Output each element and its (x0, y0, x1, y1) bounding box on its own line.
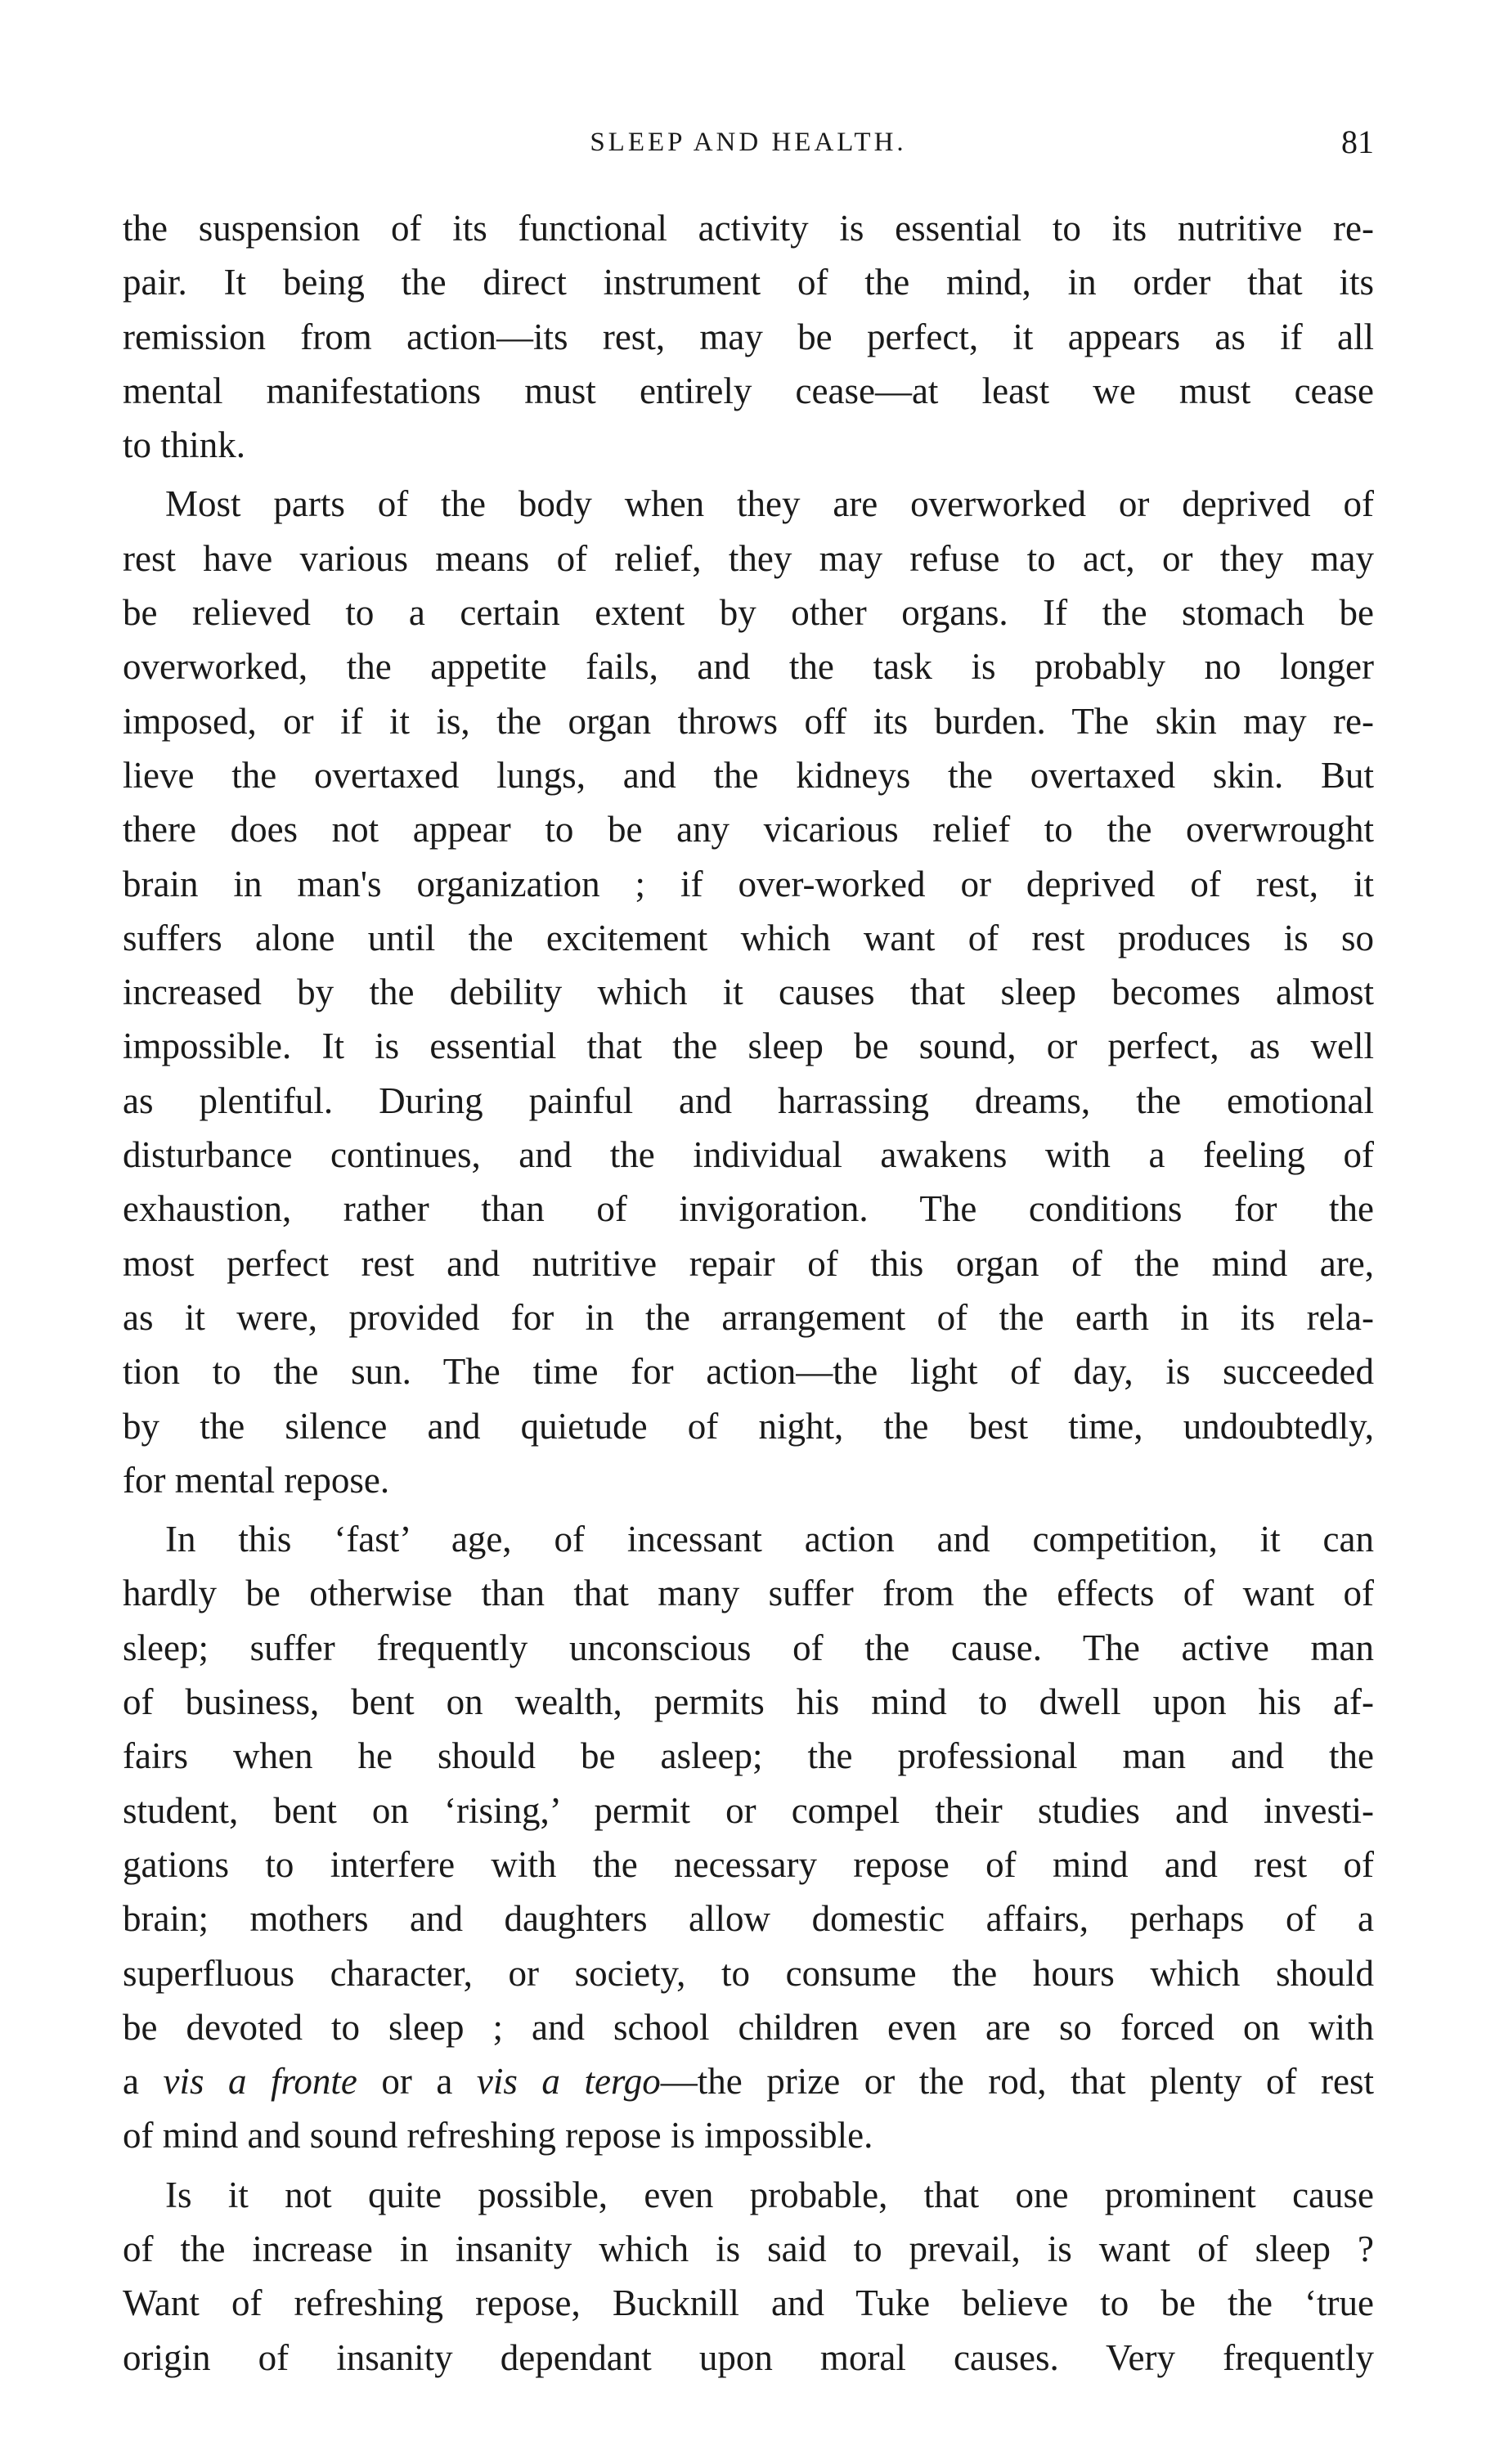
text-line: be devoted to sleep ; and school children even are so forced on with (123, 2006, 1374, 2048)
text-line: tion to the sun. The time for action—the light of day, is succeeded (123, 1351, 1374, 1393)
text-line: Is it not quite possible, even probable, that one prominent cause (165, 2174, 1374, 2215)
text-line: suffers alone until the excitement which want of rest produces is so (123, 917, 1374, 958)
text-line: increased by the debility which it causes that sleep becomes almost (123, 972, 1374, 1013)
text-line: overworked, the appetite fails, and the task is probably no longer (123, 646, 1374, 688)
text-line: hardly be otherwise than that many suffer from the effects of want of (123, 1573, 1374, 1614)
paragraph-1 (123, 201, 1374, 472)
text-line: superfluous character, or society, to consume the hours which should (123, 1952, 1374, 1994)
text-line: of the increase in insanity which is said to prevail, is want of sleep ? (123, 2228, 1374, 2269)
body-text (123, 201, 1374, 2390)
text-line: by the silence and quietude of night, the best time, undoubtedly, (123, 1405, 1374, 1447)
text-fragment: —the prize or the rod, that plenty of rest (660, 2061, 1374, 2103)
text-line: pair. It being the direct instrument of the mind, in order that its (123, 262, 1374, 303)
text-line: to think. (123, 424, 246, 466)
text-line: of mind and sound refreshing repose is impossible. (123, 2115, 873, 2157)
page-number: 81 (1341, 123, 1374, 160)
paragraph-2 (123, 477, 1374, 1507)
text-line: rest have various means of relief, they may refuse to act, or they may (123, 537, 1374, 579)
text-line: impossible. It is essential that the sleep be sound, or perfect, as well (123, 1026, 1374, 1067)
running-title: SLEEP AND HEALTH. (590, 128, 907, 157)
text-line: origin of insanity dependant upon moral causes. Very frequently (123, 2336, 1374, 2378)
text-line: Want of refreshing repose, Bucknill and Tuke believe to be the ‘true (123, 2282, 1374, 2324)
latin-phrase-vis-a-fronte: vis a fronte (163, 2061, 357, 2103)
text-line: most perfect rest and nutritive repair of this organ of the mind are, (123, 1242, 1374, 1284)
text-line: lieve the overtaxed lungs, and the kidneys the overtaxed skin. But (123, 754, 1374, 796)
paragraph-4 (123, 2168, 1374, 2385)
running-header (123, 123, 1374, 172)
text-line: for mental repose. (123, 1459, 390, 1501)
text-line: exhaustion, rather than of invigoration. The conditions for the (123, 1188, 1374, 1230)
text-fragment: or a (357, 2061, 477, 2103)
text-line: student, bent on ‘rising,’ permit or compel their studies and investi- (123, 1789, 1374, 1831)
text-line: there does not appear to be any vicarious relief to the overwrought (123, 809, 1374, 851)
text-line: the suspension of its functional activity is essential to its nutritive re- (123, 208, 1374, 249)
latin-phrase-vis-a-tergo: vis a tergo (476, 2061, 661, 2103)
text-line: Most parts of the body when they are overworked or deprived of (165, 483, 1374, 525)
text-line: be relieved to a certain extent by other organs. If the stomach be (123, 592, 1374, 634)
text-fragment: a (123, 2061, 164, 2103)
text-line: disturbance continues, and the individual awakens with a feeling of (123, 1134, 1374, 1176)
paragraph-3 (123, 1512, 1374, 2163)
text-line: sleep; suffer frequently unconscious of the cause. The active man (123, 1627, 1374, 1668)
text-line: as it were, provided for in the arrangement of the earth in its rela- (123, 1296, 1374, 1338)
text-line: imposed, or if it is, the organ throws off its burden. The skin may re- (123, 700, 1374, 742)
text-line: as plentiful. During painful and harrassing dreams, the emotional (123, 1079, 1374, 1121)
text-line: mental manifestations must entirely cease—at least we must cease (123, 370, 1374, 411)
text-line: In this ‘fast’ age, of incessant action and competition, it can (165, 1519, 1374, 1560)
text-line: fairs when he should be asleep; the professional man and the (123, 1735, 1374, 1777)
latin-phrase-line (123, 2054, 1374, 2108)
text-line: brain; mothers and daughters allow domestic affairs, perhaps of a (123, 1898, 1374, 1940)
text-line: gations to interfere with the necessary repose of mind and rest of (123, 1843, 1374, 1885)
text-line: of business, bent on wealth, permits his mind to dwell upon his af- (123, 1681, 1374, 1723)
text-line: brain in man's organization ; if over-worked or deprived of rest, it (123, 863, 1374, 904)
text-line: remission from action—its rest, may be perfect, it appears as if all (123, 316, 1374, 357)
